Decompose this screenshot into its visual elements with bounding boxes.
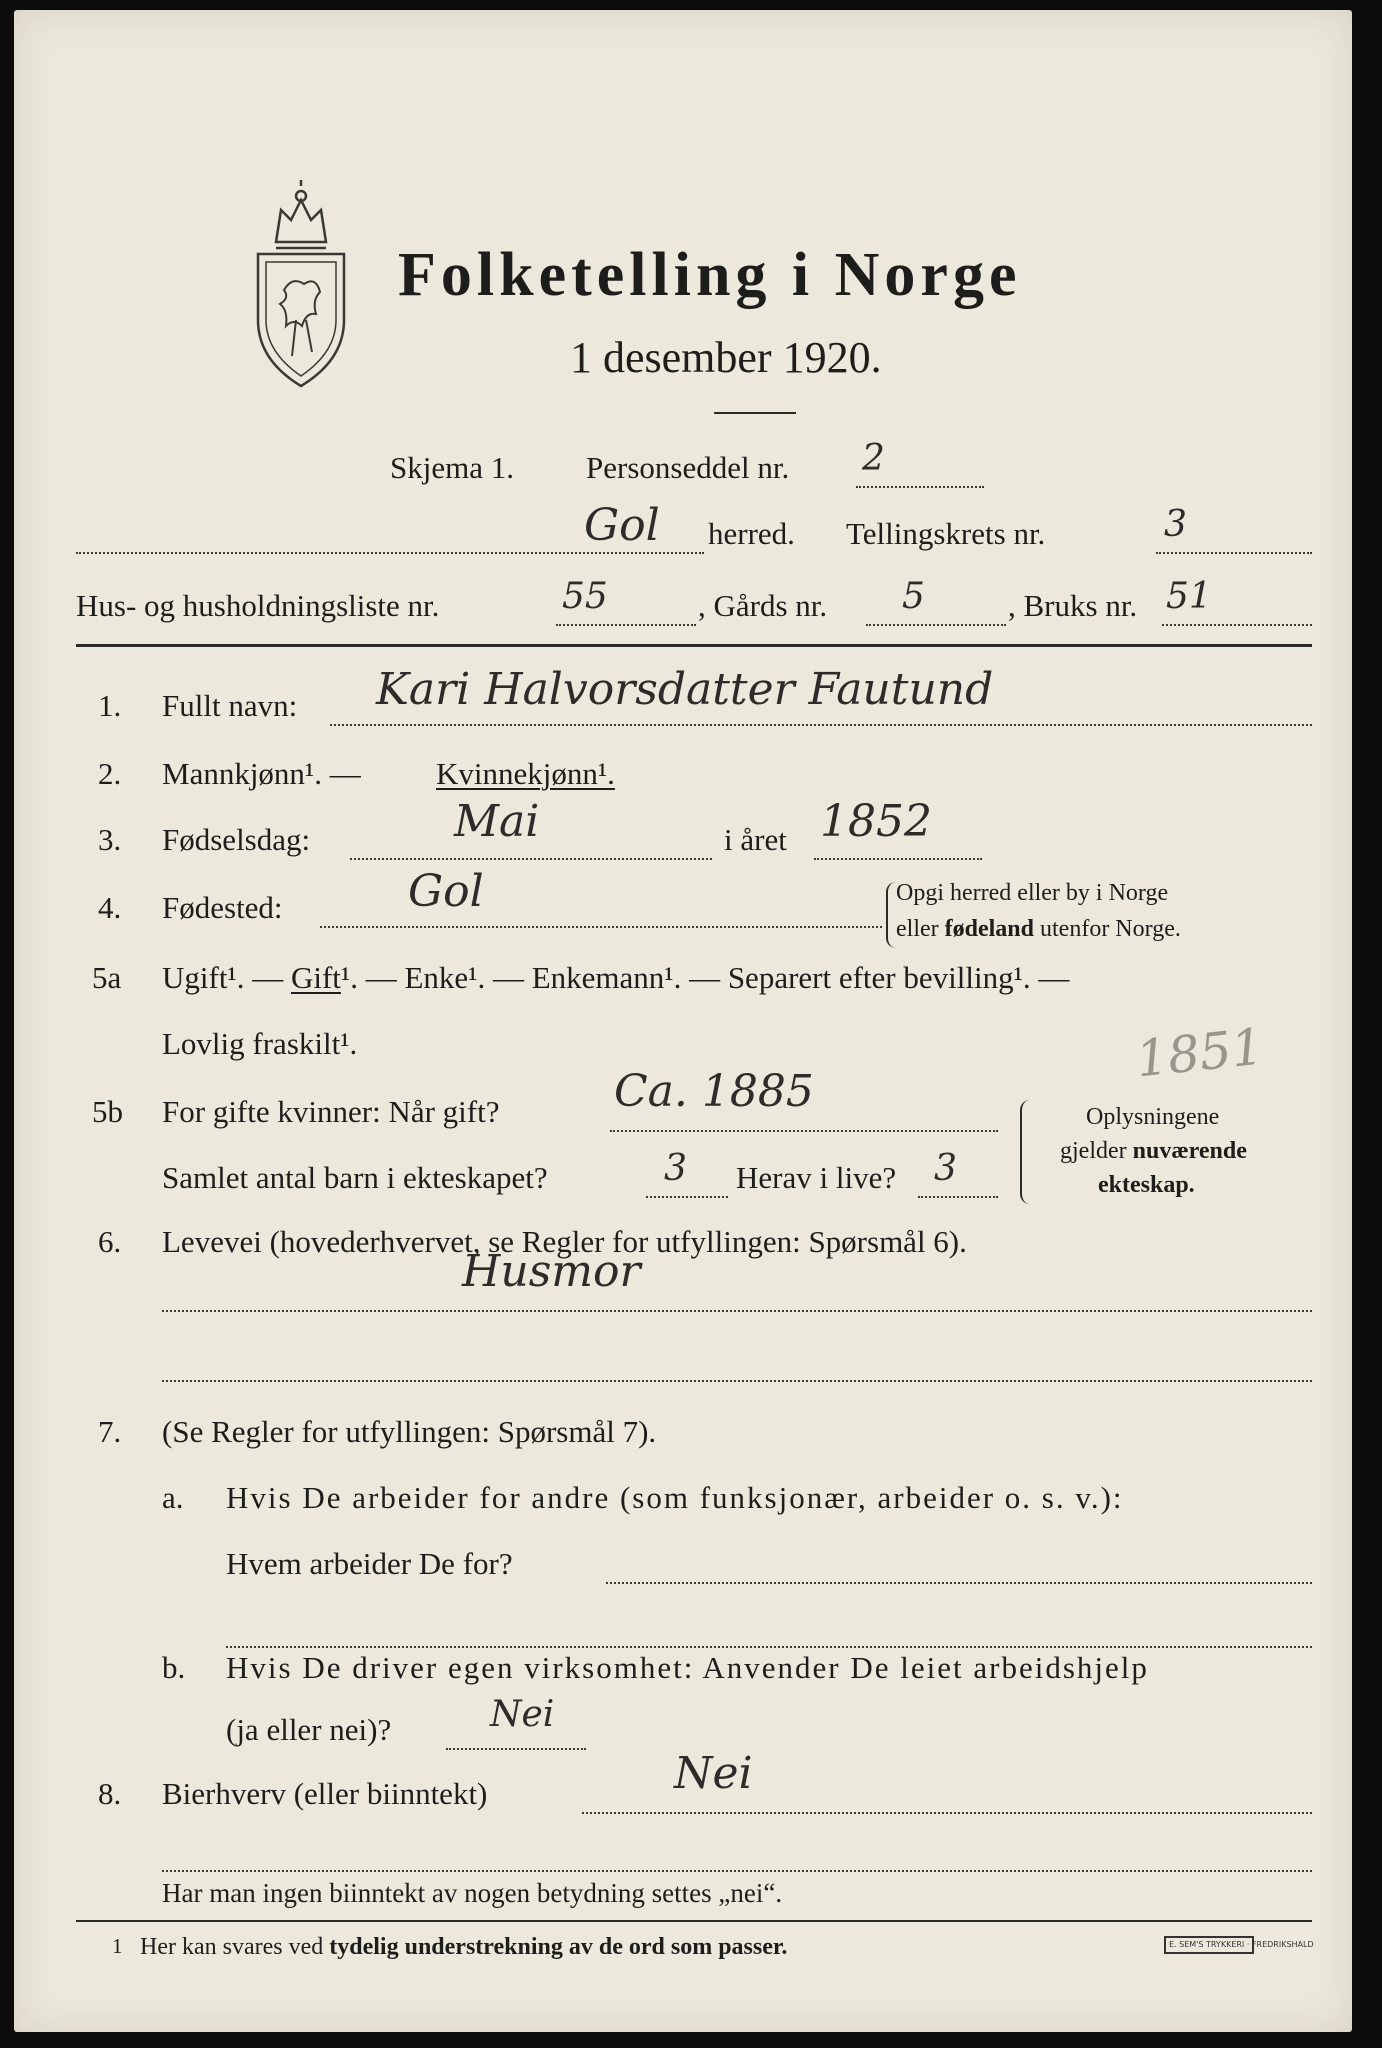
children-value: 3 — [664, 1148, 687, 1189]
q5b-number: 5b — [92, 1094, 123, 1129]
marital-status-line — [162, 960, 1069, 996]
q7b-letter: b. — [162, 1650, 186, 1685]
divorced-option: Lovlig fraskilt¹. — [162, 1026, 358, 1061]
q7a-letter: a. — [162, 1480, 184, 1515]
marriage-date-field — [610, 1130, 998, 1132]
marriage-date-value: Ca. 1885 — [614, 1066, 814, 1117]
q7-number: 7. — [98, 1414, 122, 1449]
form-title: Folketelling i Norge — [398, 241, 1022, 309]
hired-help-field — [446, 1748, 586, 1750]
header-rule — [76, 644, 1312, 647]
footnote-mark: 1 — [112, 1934, 123, 1958]
marriage-date-label: For gifte kvinner: Når gift? — [162, 1094, 500, 1129]
q4-number: 4. — [98, 890, 122, 925]
birth-year-value: 1852 — [820, 796, 932, 847]
q7-label: (Se Regler for utfyllingen: Spørsmål 7). — [162, 1414, 657, 1449]
schema-label: Skjema 1. — [390, 450, 514, 485]
marriage-note-line1: Oplysningene — [1086, 1104, 1220, 1130]
q1-label: Fullt navn: — [162, 688, 298, 723]
occupation-label: Levevei (hovederhvervet, se Regler for utfyllingen: Spørsmål 6). — [162, 1224, 967, 1259]
year-label: i året — [724, 822, 787, 857]
employer-label: Hvem arbeider De for? — [226, 1546, 513, 1581]
birthday-value: Mai — [454, 796, 540, 847]
birthplace-field — [320, 926, 882, 928]
birthday-field — [350, 858, 712, 860]
q8-number: 8. — [98, 1776, 122, 1811]
tellingskrets-field — [1156, 552, 1312, 554]
husliste-label: Hus- og husholdningsliste nr. — [76, 588, 440, 623]
tellingskrets-value: 3 — [1164, 504, 1187, 545]
q3-number: 3. — [98, 822, 122, 857]
marriage-note-line2: gjelder nuværende — [1060, 1138, 1247, 1164]
herred-label: herred. — [708, 516, 795, 551]
q7b-text: Hvis De driver egen virksomhet: Anvender De leiet arbeidshjelp — [226, 1650, 1149, 1685]
personseddel-value: 2 — [862, 438, 885, 479]
employer-field-line2 — [226, 1646, 1312, 1648]
gards-label: , Gårds nr. — [698, 588, 828, 623]
occupation-field-line1 — [162, 1310, 1312, 1312]
title-divider — [714, 412, 796, 414]
gards-field — [866, 624, 1006, 626]
male-option: Mannkjønn¹. — — [162, 756, 361, 791]
birthplace-label: Fødested: — [162, 890, 283, 925]
employer-field-line1 — [606, 1582, 1312, 1584]
footer-rule — [76, 1920, 1312, 1922]
birthday-label: Fødselsdag: — [162, 822, 311, 857]
q5a-number: 5a — [92, 960, 122, 995]
birthplace-note-line1: Opgi herred eller by i Norge — [896, 880, 1169, 906]
personseddel-label: Personseddel nr. — [586, 450, 790, 485]
other-status-options: ¹. — Enke¹. — Enkemann¹. — Separert efter bevilling¹. — — [340, 960, 1070, 995]
margin-year-annotation: 1851 — [1133, 1017, 1266, 1089]
tellingskrets-label: Tellingskrets nr. — [846, 516, 1046, 551]
living-children-value: 3 — [934, 1148, 957, 1189]
gards-value: 5 — [902, 576, 925, 617]
side-income-field-line1 — [582, 1812, 1312, 1814]
side-income-value: Nei — [674, 1748, 753, 1799]
side-income-label: Bierhverv (eller biinntekt) — [162, 1776, 488, 1811]
full-name-value: Kari Halvorsdatter Fautund — [376, 664, 994, 715]
birthplace-value: Gol — [408, 866, 484, 917]
q1-number: 1. — [98, 688, 122, 723]
hired-help-label: (ja eller nei)? — [226, 1712, 392, 1747]
herred-field — [76, 552, 704, 554]
q2-number: 2. — [98, 756, 122, 791]
unmarried-option: Ugift¹. — — [162, 960, 284, 995]
printer-stamp: E. SEM'S TRYKKERI · FREDRIKSHALD — [1164, 1936, 1254, 1954]
husliste-value: 55 — [562, 576, 608, 617]
children-label: Samlet antal barn i ekteskapet? — [162, 1160, 548, 1195]
bruks-field — [1162, 624, 1312, 626]
occupation-value: Husmor — [462, 1246, 641, 1297]
footnote-text: Her kan svares ved tydelig understrekning av de ord som passer. — [140, 1934, 788, 1960]
hired-help-value: Nei — [490, 1694, 555, 1735]
bruks-label: , Bruks nr. — [1008, 588, 1138, 623]
female-option-underlined: Kvinnekjønn¹. — [436, 756, 615, 791]
q6-number: 6. — [98, 1224, 122, 1259]
birth-year-field — [814, 858, 982, 860]
occupation-field-line2 — [162, 1380, 1312, 1382]
full-name-field — [330, 724, 1312, 726]
marriage-note-brace — [1020, 1100, 1032, 1204]
marriage-note-line3: ekteskap. — [1098, 1172, 1195, 1198]
side-income-field-line2 — [162, 1870, 1312, 1872]
husliste-field — [556, 624, 696, 626]
bruks-value: 51 — [1166, 576, 1212, 617]
married-option-underlined: Gift — [290, 960, 341, 995]
side-income-note: Har man ingen biinntekt av nogen betydning settes „nei“. — [162, 1878, 783, 1908]
living-children-label: Herav i live? — [736, 1160, 897, 1195]
q7a-text: Hvis De arbeider for andre (som funksjonær, arbeider o. s. v.): — [226, 1480, 1124, 1515]
birthplace-note-brace — [886, 882, 896, 948]
herred-value: Gol — [584, 500, 660, 551]
norwegian-coat-of-arms-icon — [236, 180, 366, 390]
census-form — [14, 10, 1352, 2032]
census-date: 1 desember 1920. — [570, 333, 882, 382]
personseddel-field — [856, 486, 984, 488]
birthplace-note-line2: eller fødeland utenfor Norge. — [896, 916, 1181, 942]
children-field — [646, 1196, 728, 1198]
living-children-field — [918, 1196, 998, 1198]
